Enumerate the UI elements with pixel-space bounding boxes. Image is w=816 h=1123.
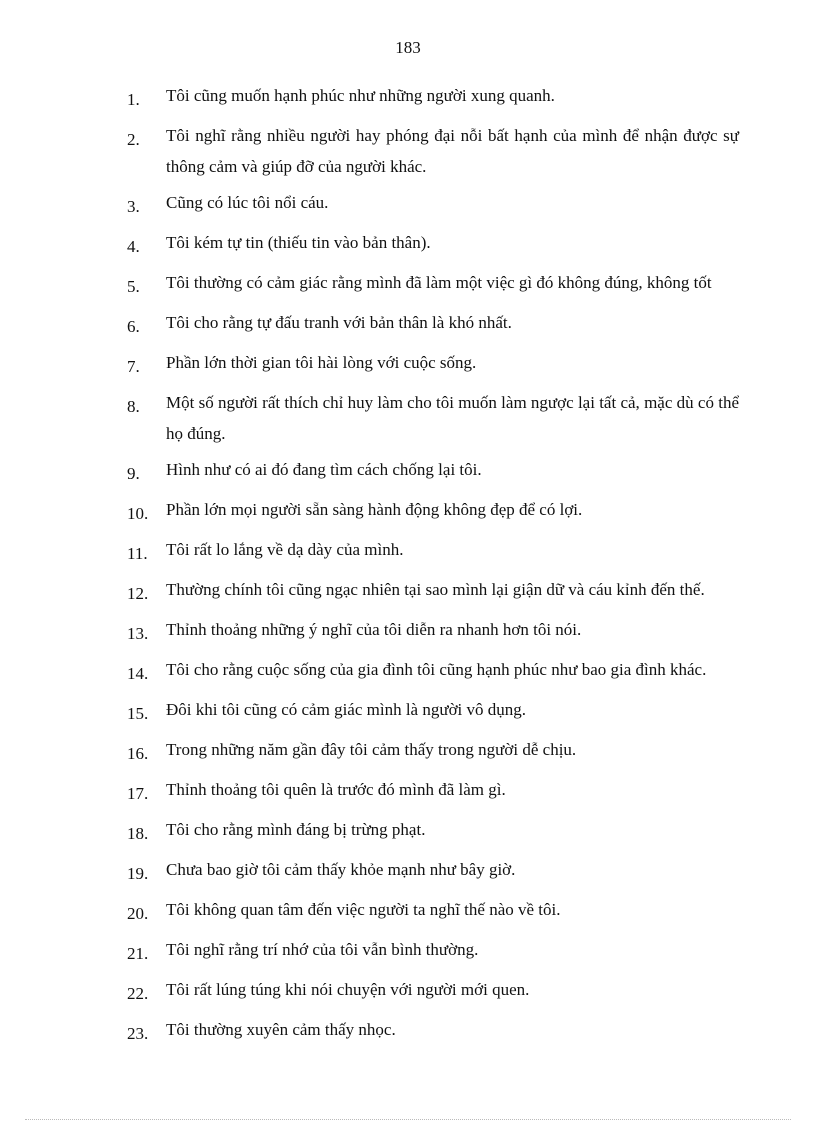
item-text: Phần lớn mọi người sẵn sàng hành động không đẹp để có lợi. — [166, 500, 583, 519]
list-item — [127, 734, 739, 769]
list-item — [127, 774, 739, 809]
item-text: Tôi nghĩ rằng trí nhớ của tôi vẫn bình thường. — [166, 940, 479, 959]
item-text: Tôi thường có cảm giác rằng mình đã làm một việc gì đó không đúng, không tốt — [166, 273, 712, 292]
item-number: 2. — [127, 130, 140, 149]
item-text: Tôi nghĩ rằng nhiều người hay phóng đại nỗi bất hạnh của mình để nhận được sự thông cảm và giúp đỡ của người khác. — [166, 126, 739, 176]
item-text: Tôi rất lo lắng về dạ dày của mình. — [166, 540, 404, 559]
item-number: 15. — [127, 704, 149, 723]
list-item — [127, 387, 739, 449]
item-number: 5. — [127, 277, 140, 296]
list-item — [127, 227, 739, 262]
item-text: Thường chính tôi cũng ngạc nhiên tại sao mình lại giận dữ và cáu kỉnh đến thế. — [166, 580, 705, 599]
item-number: 18. — [127, 824, 149, 843]
item-number: 17. — [127, 784, 149, 803]
item-number: 6. — [127, 317, 140, 336]
list-item — [127, 814, 739, 849]
item-number: 1. — [127, 90, 140, 109]
list-item — [127, 574, 739, 609]
item-text: Phần lớn thời gian tôi hài lòng với cuộc sống. — [166, 353, 477, 372]
item-text: Tôi thường xuyên cảm thấy nhọc. — [166, 1020, 396, 1039]
item-text: Hình như có ai đó đang tìm cách chống lại tôi. — [166, 460, 482, 479]
item-text: Tôi không quan tâm đến việc người ta nghĩ thế nào về tôi. — [166, 900, 561, 919]
item-text: Đôi khi tôi cũng có cảm giác mình là người vô dụng. — [166, 700, 527, 719]
item-number: 13. — [127, 624, 149, 643]
list-item — [127, 307, 739, 342]
list-item — [127, 454, 739, 489]
item-text: Tôi cho rằng cuộc sống của gia đình tôi cũng hạnh phúc như bao gia đình khác. — [166, 660, 707, 679]
item-number: 23. — [127, 1024, 149, 1043]
item-text: Trong những năm gần đây tôi cảm thấy trong người dễ chịu. — [166, 740, 577, 759]
item-number: 11. — [127, 544, 148, 563]
list-item — [127, 347, 739, 382]
item-text: Tôi kém tự tin (thiếu tin vào bản thân). — [166, 233, 431, 252]
item-text: Tôi cũng muốn hạnh phúc như những người xung quanh. — [166, 86, 555, 105]
list-item — [127, 854, 739, 889]
list-item — [127, 974, 739, 1009]
list-item — [127, 934, 739, 969]
list-item — [127, 694, 739, 729]
item-text: Cũng có lúc tôi nổi cáu. — [166, 193, 329, 212]
item-number: 21. — [127, 944, 149, 963]
list-item — [127, 80, 739, 115]
item-text: Tôi cho rằng mình đáng bị trừng phạt. — [166, 820, 426, 839]
item-number: 8. — [127, 397, 140, 416]
list-item — [127, 534, 739, 569]
list-item — [127, 267, 739, 302]
item-text: Chưa bao giờ tôi cảm thấy khỏe mạnh như bây giờ. — [166, 860, 516, 879]
page-number: 183 — [395, 38, 421, 57]
list-item — [127, 614, 739, 649]
item-number: 20. — [127, 904, 149, 923]
item-number: 14. — [127, 664, 149, 683]
item-number: 9. — [127, 464, 140, 483]
item-number: 16. — [127, 744, 149, 763]
item-text: Tôi rất lúng túng khi nói chuyện với người mới quen. — [166, 980, 530, 999]
item-number: 12. — [127, 584, 149, 603]
list-item — [127, 894, 739, 929]
item-number: 7. — [127, 357, 140, 376]
item-number: 10. — [127, 504, 149, 523]
item-number: 4. — [127, 237, 140, 256]
list-item — [127, 120, 739, 182]
item-number: 22. — [127, 984, 149, 1003]
list-item — [127, 654, 739, 689]
questionnaire-list — [127, 80, 739, 1054]
item-text: Thỉnh thoảng những ý nghĩ của tôi diễn ra nhanh hơn tôi nói. — [166, 620, 582, 639]
item-text: Tôi cho rằng tự đấu tranh với bản thân là khó nhất. — [166, 313, 512, 332]
list-item — [127, 187, 739, 222]
item-text: Một số người rất thích chỉ huy làm cho tôi muốn làm ngược lại tất cả, mặc dù có thể họ đúng. — [166, 393, 739, 443]
page-bottom-rule — [25, 1119, 791, 1120]
list-item — [127, 494, 739, 529]
list-item — [127, 1014, 739, 1049]
item-text: Thỉnh thoảng tôi quên là trước đó mình đã làm gì. — [166, 780, 506, 799]
item-number: 19. — [127, 864, 149, 883]
item-number: 3. — [127, 197, 140, 216]
